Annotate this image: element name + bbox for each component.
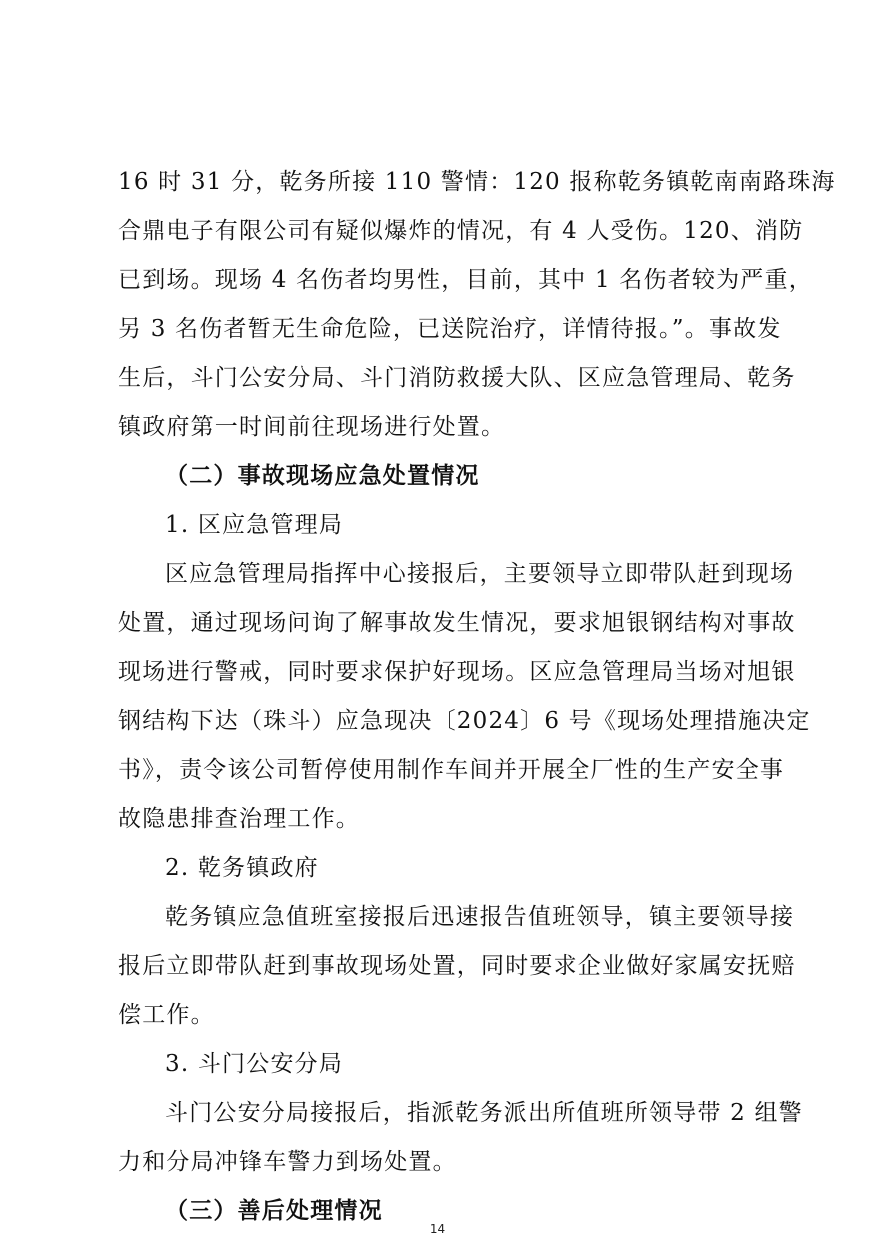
paragraph-line: 处置，通过现场问询了解事故发生情况，要求旭银钢结构对事故 [118, 610, 796, 636]
page-number: 14 [429, 1222, 446, 1236]
paragraph-line: 16 时 31 分，乾务所接 110 警情：120 报称乾务镇乾南南路珠海 [118, 169, 836, 195]
paragraph-line: 现场进行警戒，同时要求保护好现场。区应急管理局当场对旭银 [118, 659, 796, 685]
paragraph-line: 故隐患排查治理工作。 [118, 806, 360, 832]
paragraph-line: 钢结构下达（珠斗）应急现决〔2024〕6 号《现场处理措施决定 [118, 708, 811, 734]
subsection-heading: 3. 斗门公安分局 [165, 1051, 344, 1077]
paragraph-line: 乾务镇应急值班室接报后迅速报告值班领导，镇主要领导接 [165, 904, 795, 930]
paragraph-line: 另 3 名伤者暂无生命危险，已送院治疗，详情待报。”。事故发 [118, 316, 782, 342]
section-heading: （二）事故现场应急处置情况 [165, 462, 480, 489]
paragraph-line: 生后，斗门公安分局、斗门消防救援大队、区应急管理局、乾务 [118, 365, 796, 391]
paragraph-line: 力和分局冲锋车警力到场处置。 [118, 1149, 457, 1175]
paragraph-line: 合鼎电子有限公司有疑似爆炸的情况，有 4 人受伤。120、消防 [118, 218, 804, 244]
subsection-heading: 1. 区应急管理局 [165, 512, 344, 538]
paragraph-line: 报后立即带队赶到事故现场处置，同时要求企业做好家属安抚赔 [118, 953, 796, 979]
paragraph-line: 书》，责令该公司暂停使用制作车间并开展全厂性的生产安全事 [118, 757, 785, 783]
paragraph-line: 斗门公安分局接报后，指派乾务派出所值班所领导带 2 组警 [165, 1100, 803, 1126]
paragraph-line: 镇政府第一时间前往现场进行处置。 [118, 414, 506, 440]
section-heading: （三）善后处理情况 [165, 1197, 383, 1224]
paragraph-line: 已到场。现场 4 名伤者均男性，目前，其中 1 名伤者较为严重， [118, 267, 813, 293]
subsection-heading: 2. 乾务镇政府 [165, 855, 319, 881]
paragraph-line: 区应急管理局指挥中心接报后，主要领导立即带队赶到现场 [165, 561, 795, 587]
paragraph-line: 偿工作。 [118, 1002, 215, 1028]
